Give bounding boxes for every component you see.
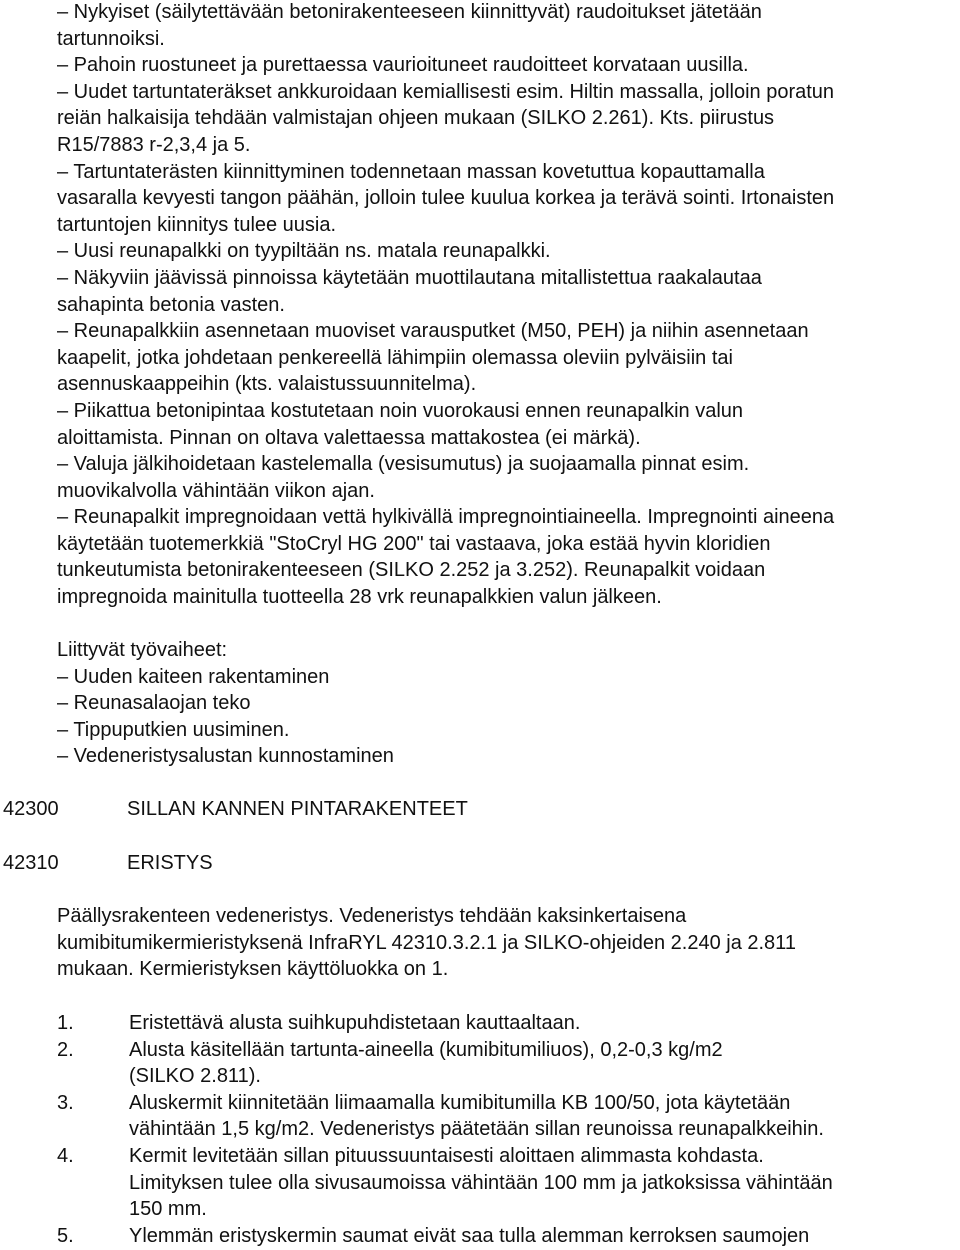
text-line: Ylemmän eristyskermin saumat eivät saa tulla alemman kerroksen saumojen — [129, 1224, 810, 1247]
intro-paragraph — [57, 903, 957, 983]
text-line: (SILKO 2.811). — [129, 1065, 261, 1088]
text-line: tartunnoiksi. — [57, 27, 165, 50]
bullet-item — [57, 265, 957, 318]
text-line: – Reunapalkkiin asennetaan muoviset varausputket (M50, PEH) ja niihin asennetaan — [57, 320, 809, 343]
text-line: – Näkyviin jäävissä pinnoissa käytetään muottilautana mitallistettua raakalautaa — [57, 266, 762, 289]
related-item: – Vedeneristysalustan kunnostaminen — [57, 745, 394, 768]
text-line: tartuntojen kiinnitys tulee uusia. — [57, 213, 337, 236]
related-item: – Tippuputkien uusiminen. — [57, 718, 290, 741]
step-item — [57, 1037, 957, 1090]
related-item: – Reunasalaojan teko — [57, 692, 251, 715]
step-item — [57, 1090, 957, 1143]
bullet-list-top — [57, 0, 957, 611]
bullet-item — [57, 504, 957, 610]
text-line: Päällysrakenteen vedeneristys. Vedeneristys tehdään kaksinkertaisena — [57, 905, 687, 927]
text-line: tunkeutumista betonirakenteeseen (SILKO 2.252 ja 3.252). Reunapalkit voidaan — [57, 559, 766, 582]
related-item: – Uuden kaiteen rakentaminen — [57, 665, 330, 688]
step-number: 4. — [57, 1144, 74, 1167]
step-item — [57, 1223, 957, 1250]
bullet-item — [57, 398, 957, 451]
text-line: aloittamista. Pinnan on oltava valettaessa mattakostea (ei märkä). — [57, 426, 641, 449]
step-item — [57, 1143, 957, 1223]
related-heading: Liittyvät työvaiheet: — [57, 639, 228, 661]
section-code: 42300 — [3, 798, 59, 820]
text-line: R15/7883 r-2,3,4 ja 5. — [57, 133, 251, 156]
text-line: – Piikattua betonipintaa kostutetaan noin vuorokausi ennen reunapalkin valun — [57, 399, 744, 422]
text-line: Eristettävä alusta suihkupuhdistetaan kauttaaltaan. — [129, 1012, 581, 1034]
text-line: reiän halkaisija tehdään valmistajan ohjeen mukaan (SILKO 2.261). Kts. piirustus — [57, 107, 775, 130]
step-number: 3. — [57, 1091, 74, 1114]
bullet-item — [57, 79, 957, 159]
bullet-item — [57, 451, 957, 504]
bullet-item — [57, 318, 957, 398]
step-number: 2. — [57, 1038, 74, 1061]
text-line: – Valuja jälkihoidetaan kastelemalla (vesisumutus) ja suojaamalla pinnat esim. — [57, 453, 750, 476]
text-line: Limityksen tulee olla sivusaumoissa vähintään 100 mm ja jatkoksissa vähintään — [129, 1171, 833, 1194]
step-number: 5. — [57, 1224, 74, 1247]
text-line: 150 mm. — [129, 1198, 207, 1221]
section-heading-42300 — [3, 796, 943, 823]
section-code: 42310 — [3, 852, 59, 874]
bullet-item — [57, 52, 957, 79]
text-line: – Reunapalkit impregnoidaan vettä hylkivällä impregnointiaineella. Impregnointi aineena — [57, 506, 835, 529]
bullet-item — [57, 159, 957, 239]
text-line: kumibitumikermieristyksenä InfraRYL 42310.3.2.1 ja SILKO-ohjeiden 2.240 ja 2.811 — [57, 931, 796, 954]
related-work-phases — [57, 637, 957, 770]
section-title: SILLAN KANNEN PINTARAKENTEET — [127, 798, 468, 820]
section-heading-42310 — [3, 850, 943, 877]
text-line: käytetään tuotemerkkiä "StoCryl HG 200" tai vastaava, joka estää hyvin kloridien — [57, 532, 771, 555]
text-line: Alusta käsitellään tartunta-aineella (kumibitumiliuos), 0,2-0,3 kg/m2 — [129, 1038, 723, 1061]
step-number: 1. — [57, 1012, 74, 1034]
text-line: – Pahoin ruostuneet ja purettaessa vaurioituneet raudoitteet korvataan uusilla. — [57, 54, 749, 77]
text-line: impregnoida mainitulla tuotteella 28 vrk reunapalkkien valun jälkeen. — [57, 586, 662, 609]
text-line: – Tartuntaterästen kiinnittyminen todennetaan massan kovetuttua kopauttamalla — [57, 160, 765, 183]
text-line: Aluskermit kiinnitetään liimaamalla kumibitumilla KB 100/50, jota käytetään — [129, 1091, 791, 1114]
text-line: asennuskaappeihin (kts. valaistussuunnitelma). — [57, 373, 477, 396]
text-line: vähintään 1,5 kg/m2. Vedeneristys päätetään sillan reunoissa reunapalkkeihin. — [129, 1118, 824, 1141]
text-line: kaapelit, jotka johdetaan penkereellä lähimpiin olemassa oleviin pylväisiin tai — [57, 346, 733, 369]
text-line: Kermit levitetään sillan pituussuuntaisesti aloittaen alimmasta kohdasta. — [129, 1144, 764, 1167]
text-line: muovikalvolla vähintään viikon ajan. — [57, 479, 375, 502]
bullet-item — [57, 238, 957, 265]
text-line: mukaan. Kermieristyksen käyttöluokka on 1. — [57, 958, 449, 981]
numbered-steps — [57, 1010, 957, 1249]
text-line: sahapinta betonia vasten. — [57, 293, 285, 316]
text-line: – Uudet tartuntateräkset ankkuroidaan kemiallisesti esim. Hiltin massalla, jolloin poratun — [57, 80, 835, 103]
step-item — [57, 1010, 957, 1037]
text-line: – Nykyiset (säilytettävään betonirakenteeseen kiinnittyvät) raudoitukset jätetään — [57, 1, 762, 23]
bullet-item — [57, 0, 957, 52]
text-line: vasaralla kevyesti tangon päähän, jolloin tulee kuulua korkea ja terävä sointi. Irtonaisten — [57, 187, 835, 210]
text-line: – Uusi reunapalkki on tyypiltään ns. matala reunapalkki. — [57, 240, 551, 263]
section-title: ERISTYS — [127, 852, 213, 874]
